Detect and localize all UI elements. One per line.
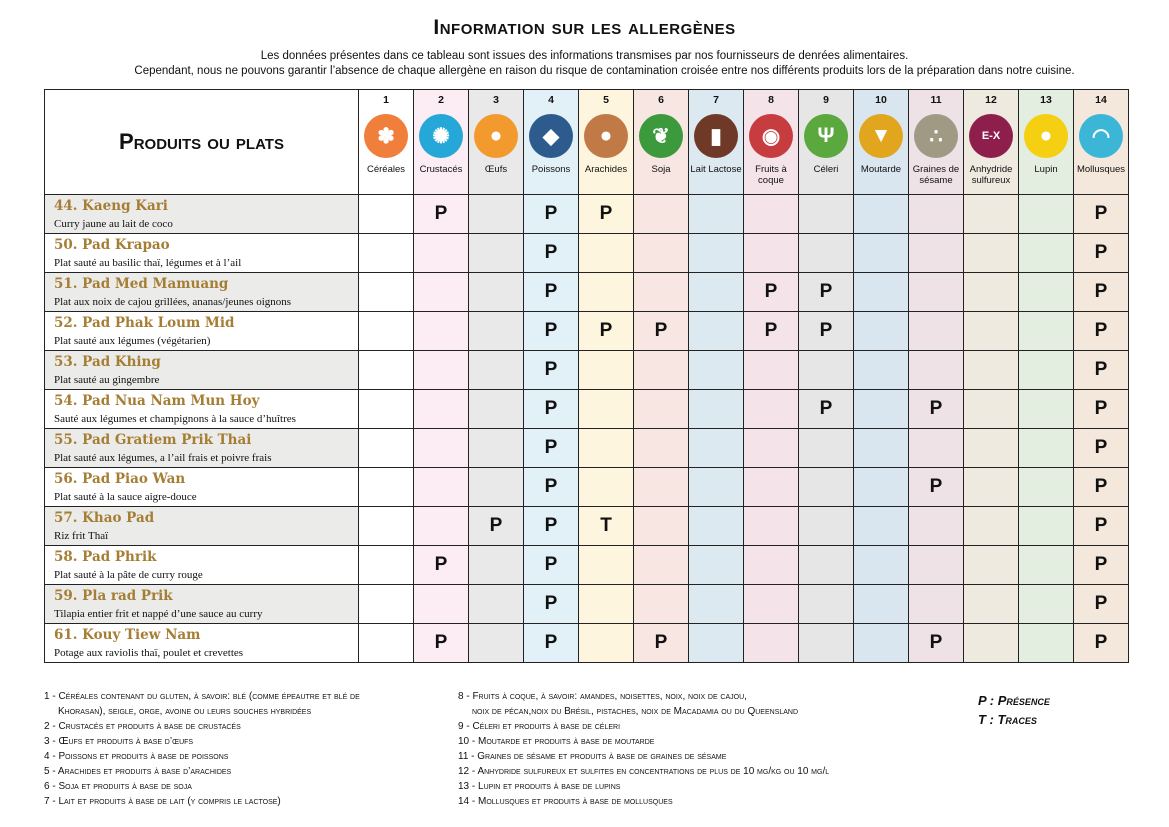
allergen-name: Graines de sésame [912,164,960,186]
table-row [45,546,1129,585]
legend-line: 10 - Moutarde et produits à base de moutarde [458,736,655,747]
allergen-mark-cell: P [579,312,634,351]
allergen-mark-cell [469,195,524,234]
allergen-mark-cell [414,273,469,312]
table-row [45,624,1129,663]
allergen-header-3 [469,90,524,195]
allergen-number: 7 [713,94,719,106]
allergen-mark-cell [579,390,634,429]
allergen-mark-cell: P [744,312,799,351]
allergen-mark-cell: P [524,195,579,234]
allergen-mark-cell: P [414,624,469,663]
allergen-mark-cell [579,468,634,507]
dish-description: Plat sauté aux légumes, a l’ail frais et poivre frais [54,452,272,464]
allergen-mark-cell [799,234,854,273]
allergen-mark-cell [414,429,469,468]
allergen-mark-cell [414,351,469,390]
allergen-mark-cell [799,195,854,234]
allergen-mark-cell [359,273,414,312]
allergen-mark-cell [689,390,744,429]
allergen-mark-cell [1019,273,1074,312]
allergen-mark-cell: P [1074,195,1129,234]
allergen-mark-cell [964,507,1019,546]
subtitle-line-1: Les données présentes dans ce tableau sont issues des informations transmises par nos fournisseurs de denrées alimentaires. [260,50,909,62]
allergen-mark-cell [414,507,469,546]
allergen-header-9 [799,90,854,195]
allergen-mark-cell [854,195,909,234]
allergen-mark-cell: P [579,195,634,234]
allergen-name: Fruits à coque [755,164,787,186]
dish-name: 59. Pla rad Prik [54,588,173,604]
dish-cell [45,624,359,663]
allergen-mark-cell [744,351,799,390]
legend-line: 3 - Œufs et produits à base d’œufs [44,736,194,747]
allergen-mark-cell [744,234,799,273]
allergen-mark-cell [909,234,964,273]
allergen-mark-cell [359,312,414,351]
allergen-mark-cell [689,234,744,273]
allergen-mark-cell [854,234,909,273]
allergen-mark-cell: P [1074,468,1129,507]
allergen-mark-cell [469,468,524,507]
table-row [45,507,1129,546]
allergen-mark-cell: P [634,312,689,351]
allergen-header-14 [1074,90,1129,195]
allergen-mark-cell: P [744,273,799,312]
allergen-mark-cell [469,390,524,429]
allergen-mark-cell [909,429,964,468]
dish-cell [45,312,359,351]
allergen-mark-cell [1019,585,1074,624]
allergen-mark-cell [964,351,1019,390]
allergen-mark-cell [469,312,524,351]
allergen-mark-cell: P [524,468,579,507]
allergen-mark-cell [359,390,414,429]
allergen-mark-cell: P [1074,429,1129,468]
allergen-mark-cell [964,273,1019,312]
dish-cell [45,507,359,546]
allergen-mark-cell [744,624,799,663]
table-row [45,195,1129,234]
dish-cell [45,390,359,429]
dish-cell [45,546,359,585]
allergen-header-13 [1019,90,1074,195]
allergen-mark-cell [1019,351,1074,390]
legend-line: 11 - Graines de sésame et produits à base de graines de sésame [458,751,727,762]
allergen-number: 14 [1095,94,1107,106]
allergen-mark-cell [1019,390,1074,429]
lupin-icon: ● [1024,114,1068,158]
allergen-mark-cell: P [1074,351,1129,390]
allergen-mark-cell: P [524,351,579,390]
allergen-mark-cell [689,624,744,663]
allergen-mark-cell [964,429,1019,468]
peanut-icon: ● [584,114,628,158]
allergen-mark-cell [1019,624,1074,663]
soy-icon: ❦ [639,114,683,158]
allergen-number: 2 [438,94,444,106]
fish-icon: ◆ [529,114,573,158]
allergen-mark-cell [469,234,524,273]
allergen-mark-cell: P [799,312,854,351]
table-row [45,273,1129,312]
allergen-mark-cell [799,507,854,546]
legend-line: 9 - Céleri et produits à base de céleri [458,721,621,732]
allergen-mark-cell [854,468,909,507]
mark-key [978,691,1050,729]
legend-line: 14 - Mollusques et produits à base de mollusques [458,796,673,807]
dish-name: 61. Kouy Tiew Nam [54,627,201,643]
allergen-mark-cell [744,390,799,429]
allergen-mark-cell [469,546,524,585]
allergen-mark-cell [414,234,469,273]
allergen-mark-cell [744,468,799,507]
allergen-mark-cell: P [1074,273,1129,312]
dish-description: Plat sauté à la sauce aigre-douce [54,491,197,503]
allergen-mark-cell [964,585,1019,624]
allergen-mark-cell [799,624,854,663]
allergen-header-10 [854,90,909,195]
eggs-icon: ● [474,114,518,158]
allergen-mark-cell [1019,195,1074,234]
allergen-mark-cell [579,429,634,468]
allergen-header-1 [359,90,414,195]
allergen-mark-cell: P [634,624,689,663]
subtitle-line-2: Cependant, nous ne pouvons garantir l’absence de chaque allergène en raison du risque de contamination croisée entre nos différents produits lors de la préparation dans notre cuisine. [134,65,1075,77]
wheat-icon: ✽ [364,114,408,158]
allergen-number: 10 [875,94,887,106]
allergen-mark-cell: P [524,624,579,663]
allergen-mark-cell: P [1074,507,1129,546]
page-title: Information sur les allergènes [433,16,736,39]
allergen-mark-cell [689,195,744,234]
allergen-mark-cell [579,546,634,585]
allergen-header-5 [579,90,634,195]
allergen-mark-cell [854,429,909,468]
allergen-mark-cell [689,429,744,468]
allergen-mark-cell: P [1074,624,1129,663]
allergen-mark-cell [744,195,799,234]
allergen-mark-cell [744,429,799,468]
products-header: Produits ou plats [45,90,359,195]
allergen-mark-cell [689,468,744,507]
allergen-mark-cell [634,351,689,390]
table-row [45,351,1129,390]
allergen-mark-cell: P [524,546,579,585]
allergen-header-11 [909,90,964,195]
allergen-name: Anhydride sulfureux [969,164,1013,186]
allergen-number: 8 [768,94,774,106]
allergen-mark-cell: P [799,273,854,312]
allergen-mark-cell [689,546,744,585]
allergen-mark-cell [359,351,414,390]
allergen-mark-cell [854,273,909,312]
allergen-mark-cell [799,429,854,468]
table-row [45,390,1129,429]
allergen-name: Moutarde [860,164,902,175]
allergen-mark-cell [634,273,689,312]
allergen-mark-cell [909,351,964,390]
allergen-mark-cell [799,546,854,585]
allergen-mark-cell [854,546,909,585]
dish-name: 54. Pad Nua Nam Mun Hoy [54,393,260,409]
allergen-mark-cell [359,429,414,468]
milk-jug-icon: ▮ [694,114,738,158]
crab-icon: ✺ [419,114,463,158]
allergen-mark-cell [964,468,1019,507]
legend-line: noix de pécan,noix du Brésil, pistaches, noix de Macadamia ou du Queensland [472,706,799,717]
allergen-mark-cell [744,507,799,546]
allergen-mark-cell [854,390,909,429]
allergen-mark-cell: P [414,546,469,585]
allergen-name: Lait Lactose [690,164,742,175]
allergen-mark-cell: P [909,390,964,429]
allergen-mark-cell [854,312,909,351]
allergen-mark-cell [634,234,689,273]
allergen-mark-cell: T [579,507,634,546]
allergen-mark-cell [909,546,964,585]
allergen-mark-cell: P [1074,390,1129,429]
allergen-name: Lupin [1034,164,1058,175]
allergen-name: Mollusques [1076,164,1126,175]
allergen-mark-cell [469,273,524,312]
allergen-mark-cell [689,312,744,351]
allergen-mark-cell: P [524,390,579,429]
allergen-mark-cell [1019,468,1074,507]
allergen-mark-cell: P [524,507,579,546]
allergen-header-4 [524,90,579,195]
allergen-mark-cell [579,273,634,312]
allergen-mark-cell [964,195,1019,234]
allergen-header-6 [634,90,689,195]
dish-description: Tilapia entier frit et nappé d’une sauce au curry [54,608,263,620]
allergen-mark-cell: P [909,468,964,507]
allergen-mark-cell [469,351,524,390]
allergen-mark-cell [579,585,634,624]
legend-line: 12 - Anhydride sulfureux et sulfites en concentrations de plus de 10 mg/kg ou 10 mg/l [458,766,830,777]
allergen-mark-cell [359,507,414,546]
allergen-mark-cell [359,624,414,663]
allergen-mark-cell [799,468,854,507]
dish-description: Plat sauté au gingembre [54,374,160,386]
allergen-mark-cell [964,234,1019,273]
legend-line: 7 - Lait et produits à base de lait (y compris le lactose) [44,796,281,807]
allergen-mark-cell [414,390,469,429]
allergen-number: 13 [1040,94,1052,106]
dish-description: Plat sauté à la pâte de curry rouge [54,569,203,581]
allergen-name: Œufs [484,164,508,175]
allergen-mark-cell [469,624,524,663]
legend-line: 4 - Poissons et produits à base de poissons [44,751,229,762]
legend-line: 2 - Crustacés et produits à base de crustacés [44,721,241,732]
dish-name: 44. Kaeng Kari [54,198,168,214]
allergen-mark-cell [1019,507,1074,546]
allergen-mark-cell [909,195,964,234]
allergen-mark-cell: P [469,507,524,546]
allergen-mark-cell [964,312,1019,351]
allergen-mark-cell [909,312,964,351]
allergen-mark-cell [689,351,744,390]
allergen-mark-cell: P [414,195,469,234]
allergen-mark-cell [1019,546,1074,585]
allergen-mark-cell [909,585,964,624]
allergen-mark-cell [414,312,469,351]
dish-name: 51. Pad Med Mamuang [54,276,229,292]
dish-name: 55. Pad Gratiem Prik Thai [54,432,252,448]
allergen-mark-cell [634,507,689,546]
allergen-mark-cell: P [1074,585,1129,624]
allergen-mark-cell [359,468,414,507]
allergen-mark-cell [964,624,1019,663]
allergen-mark-cell [689,585,744,624]
allergen-mark-cell [634,585,689,624]
allergen-mark-cell [359,585,414,624]
allergen-name: Céréales [366,164,406,175]
allergen-name: Arachides [584,164,628,175]
allergen-mark-cell [854,507,909,546]
allergen-mark-cell [1019,429,1074,468]
dish-description: Potage aux raviolis thaï, poulet et crevettes [54,647,244,659]
dish-description: Plat sauté au basilic thaï, légumes et à l’ail [54,257,242,269]
allergen-mark-cell [689,507,744,546]
allergen-mark-cell [964,546,1019,585]
allergen-mark-cell [1019,312,1074,351]
allergen-mark-cell [359,195,414,234]
allergen-mark-cell [579,234,634,273]
allergen-mark-cell [469,585,524,624]
allergen-mark-cell: P [799,390,854,429]
dish-cell [45,234,359,273]
allergen-name: Crustacés [419,164,463,175]
allergen-mark-cell [689,273,744,312]
dish-description: Riz frit Thaï [54,530,109,542]
allergen-mark-cell: P [1074,234,1129,273]
table-row [45,468,1129,507]
allergen-mark-cell [799,351,854,390]
allergen-header-2 [414,90,469,195]
dish-name: 50. Pad Krapao [54,237,170,253]
dish-description: Sauté aux légumes et champignons à la sauce d’huîtres [54,413,296,425]
sesame-icon: ∴ [914,114,958,158]
legend-line: 8 - Fruits à coque, à savoir: amandes, noisettes, noix, noix de cajou, [458,691,747,702]
allergen-mark-cell: P [524,585,579,624]
allergen-mark-cell [359,546,414,585]
allergen-header-12 [964,90,1019,195]
allergen-number: 3 [493,94,499,106]
allergen-table [44,89,1129,663]
allergen-header-7 [689,90,744,195]
mustard-icon: ▼ [859,114,903,158]
allergen-name: Soja [651,164,671,175]
legend-line: 13 - Lupin et produits à base de lupins [458,781,621,792]
allergen-number: 6 [658,94,664,106]
allergen-mark-cell: P [1074,546,1129,585]
legend-column-1 [44,689,360,809]
allergen-number: 12 [985,94,997,106]
dish-name: 52. Pad Phak Loum Mid [54,315,235,331]
legend-line: 1 - Céréales contenant du gluten, à savoir: blé (comme épeautre et blé de [44,691,360,702]
legend-column-2 [458,689,829,809]
allergen-mark-cell [579,351,634,390]
allergen-mark-cell: P [524,312,579,351]
allergen-number: 11 [930,94,942,106]
table-row [45,585,1129,624]
legend-line: 5 - Arachides et produits à base d’arachides [44,766,232,777]
presence-key: P : Présence [978,693,1050,708]
allergen-mark-cell [414,468,469,507]
dish-cell [45,195,359,234]
allergen-mark-cell [854,351,909,390]
allergen-mark-cell: P [524,273,579,312]
allergen-mark-cell [799,585,854,624]
allergen-mark-cell [634,195,689,234]
celery-icon: Ψ [804,114,848,158]
allergen-mark-cell [744,546,799,585]
dish-description: Plat sauté aux légumes (végétarien) [54,335,211,347]
allergen-mark-cell [909,273,964,312]
allergen-number: 1 [383,94,389,106]
allergen-mark-cell: P [524,429,579,468]
dish-cell [45,351,359,390]
dish-cell [45,468,359,507]
sulfite-molecule-icon: E-X [969,114,1013,158]
allergen-mark-cell [909,507,964,546]
table-row [45,312,1129,351]
allergen-mark-cell [414,585,469,624]
allergen-mark-cell: P [909,624,964,663]
dish-name: 58. Pad Phrik [54,549,157,565]
allergen-mark-cell [359,234,414,273]
allergen-mark-cell [634,468,689,507]
dish-cell [45,273,359,312]
legend-line: Khorasan), seigle, orge, avoine ou leurs souches hybridées [58,706,312,717]
dish-name: 56. Pad Piao Wan [54,471,186,487]
allergen-number: 4 [548,94,554,106]
table-row [45,234,1129,273]
dish-cell [45,585,359,624]
allergen-number: 9 [823,94,829,106]
allergen-number: 5 [603,94,609,106]
dish-description: Curry jaune au lait de coco [54,218,173,230]
table-header-row [45,90,1129,195]
allergen-mark-cell [469,429,524,468]
allergen-mark-cell: P [1074,312,1129,351]
allergen-name: Céleri [813,164,839,175]
allergen-mark-cell [579,624,634,663]
nut-icon: ◉ [749,114,793,158]
allergen-mark-cell [1019,234,1074,273]
allergen-mark-cell [634,546,689,585]
dish-description: Plat aux noix de cajou grillées, ananas/jeunes oignons [54,296,292,308]
allergen-mark-cell [634,390,689,429]
dish-name: 53. Pad Khing [54,354,161,370]
allergen-mark-cell [634,429,689,468]
legend-line: 6 - Soja et produits à base de soja [44,781,192,792]
dish-name: 57. Khao Pad [54,510,155,526]
allergen-header-8 [744,90,799,195]
traces-key: T : Traces [978,712,1037,727]
shell-icon: ◠ [1079,114,1123,158]
allergen-mark-cell [854,585,909,624]
allergen-mark-cell [854,624,909,663]
allergen-mark-cell [744,585,799,624]
allergen-mark-cell: P [524,234,579,273]
table-row [45,429,1129,468]
dish-cell [45,429,359,468]
allergen-mark-cell [964,390,1019,429]
allergen-name: Poissons [531,164,571,175]
